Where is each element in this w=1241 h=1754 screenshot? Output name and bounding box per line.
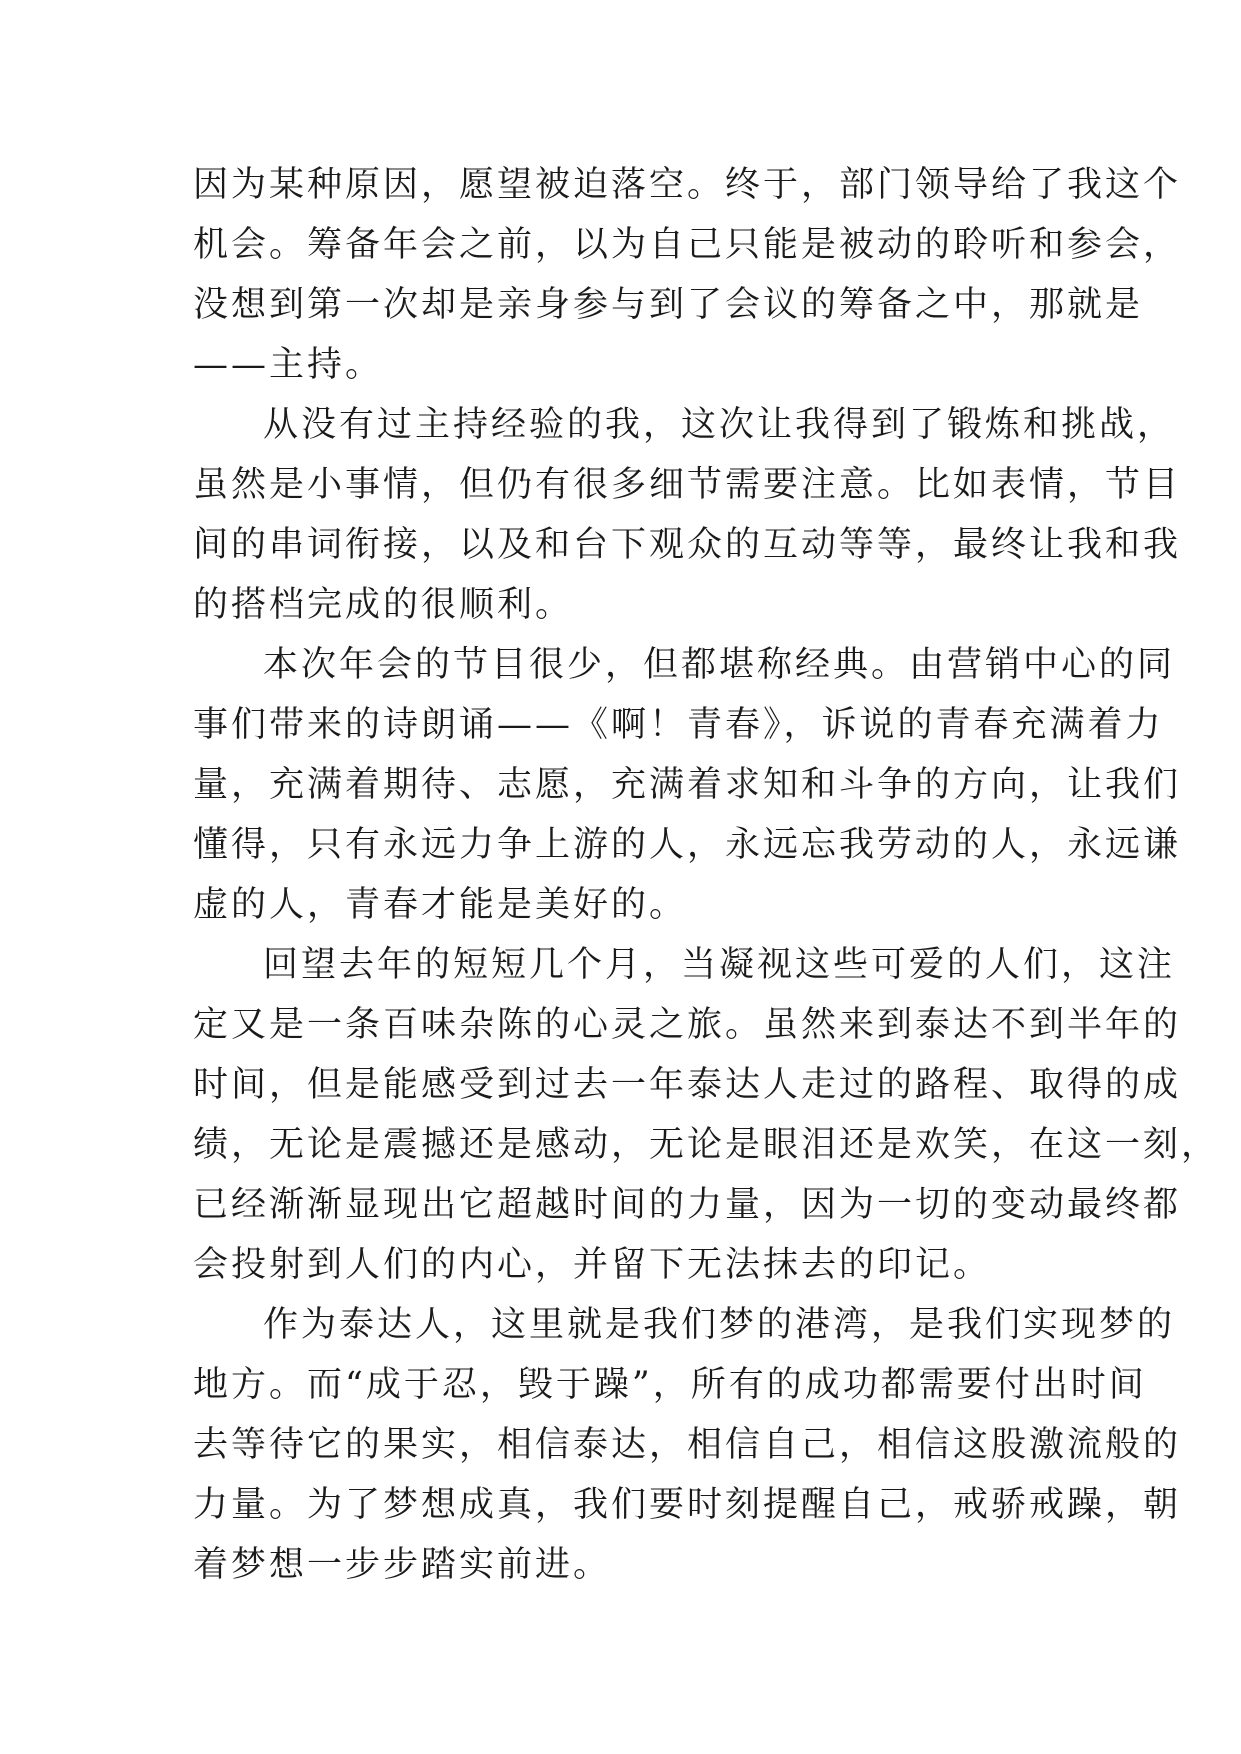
text-line: 量，充满着期待、志愿，充满着求知和斗争的方向，让我们	[193, 765, 1182, 805]
text-line: 懂得，只有永远力争上游的人，永远忘我劳动的人，永远谦	[193, 825, 1182, 865]
text-line: 作为泰达人，这里就是我们梦的港湾，是我们实现梦的	[263, 1305, 1176, 1345]
text-line: 会投射到人们的内心，并留下无法抹去的印记。	[193, 1245, 992, 1285]
text-line: 的搭档完成的很顺利。	[193, 585, 574, 625]
text-line: 虽然是小事情，但仍有很多细节需要注意。比如表情，节目	[193, 465, 1182, 505]
paragraph-3	[193, 635, 1182, 935]
paragraph-4	[193, 935, 1220, 1295]
paragraph-5	[193, 1295, 1182, 1595]
paragraph-2	[193, 395, 1182, 635]
text-line: 去等待它的果实，相信泰达，相信自己，相信这股激流般的	[193, 1425, 1182, 1465]
document-body	[193, 155, 1220, 1595]
text-line: 事们带来的诗朗诵——《啊！青春》，诉说的青春充满着力	[193, 705, 1164, 745]
text-line: 从没有过主持经验的我，这次让我得到了锻炼和挑战，	[263, 405, 1176, 445]
text-line: 因为某种原因，愿望被迫落空。终于，部门领导给了我这个	[193, 165, 1182, 205]
text-line: 没想到第一次却是亲身参与到了会议的筹备之中，那就是	[193, 285, 1144, 325]
text-line: 定又是一条百味杂陈的心灵之旅。虽然来到泰达不到半年的	[193, 1005, 1182, 1045]
text-line: ——主持。	[193, 345, 384, 385]
text-line: 间的串词衔接，以及和台下观众的互动等等，最终让我和我	[193, 525, 1182, 565]
text-line: 本次年会的节目很少，但都堪称经典。由营销中心的同	[263, 645, 1176, 685]
text-line: 机会。筹备年会之前，以为自己只能是被动的聆听和参会，	[193, 225, 1182, 265]
text-line: 力量。为了梦想成真，我们要时刻提醒自己，戒骄戒躁，朝	[193, 1485, 1182, 1525]
text-line: 绩，无论是震撼还是感动，无论是眼泪还是欢笑，在这一刻，	[193, 1125, 1220, 1165]
text-line: 地方。而“成于忍，毁于躁”，所有的成功都需要付出时间	[193, 1365, 1147, 1405]
text-line: 着梦想一步步踏实前进。	[193, 1545, 612, 1585]
text-line: 虚的人，青春才能是美好的。	[193, 885, 688, 925]
paragraph-1	[193, 155, 1182, 395]
text-line: 回望去年的短短几个月，当凝视这些可爱的人们，这注	[263, 945, 1176, 985]
text-line: 时间，但是能感受到过去一年泰达人走过的路程、取得的成	[193, 1065, 1182, 1105]
text-line: 已经渐渐显现出它超越时间的力量，因为一切的变动最终都	[193, 1185, 1182, 1225]
